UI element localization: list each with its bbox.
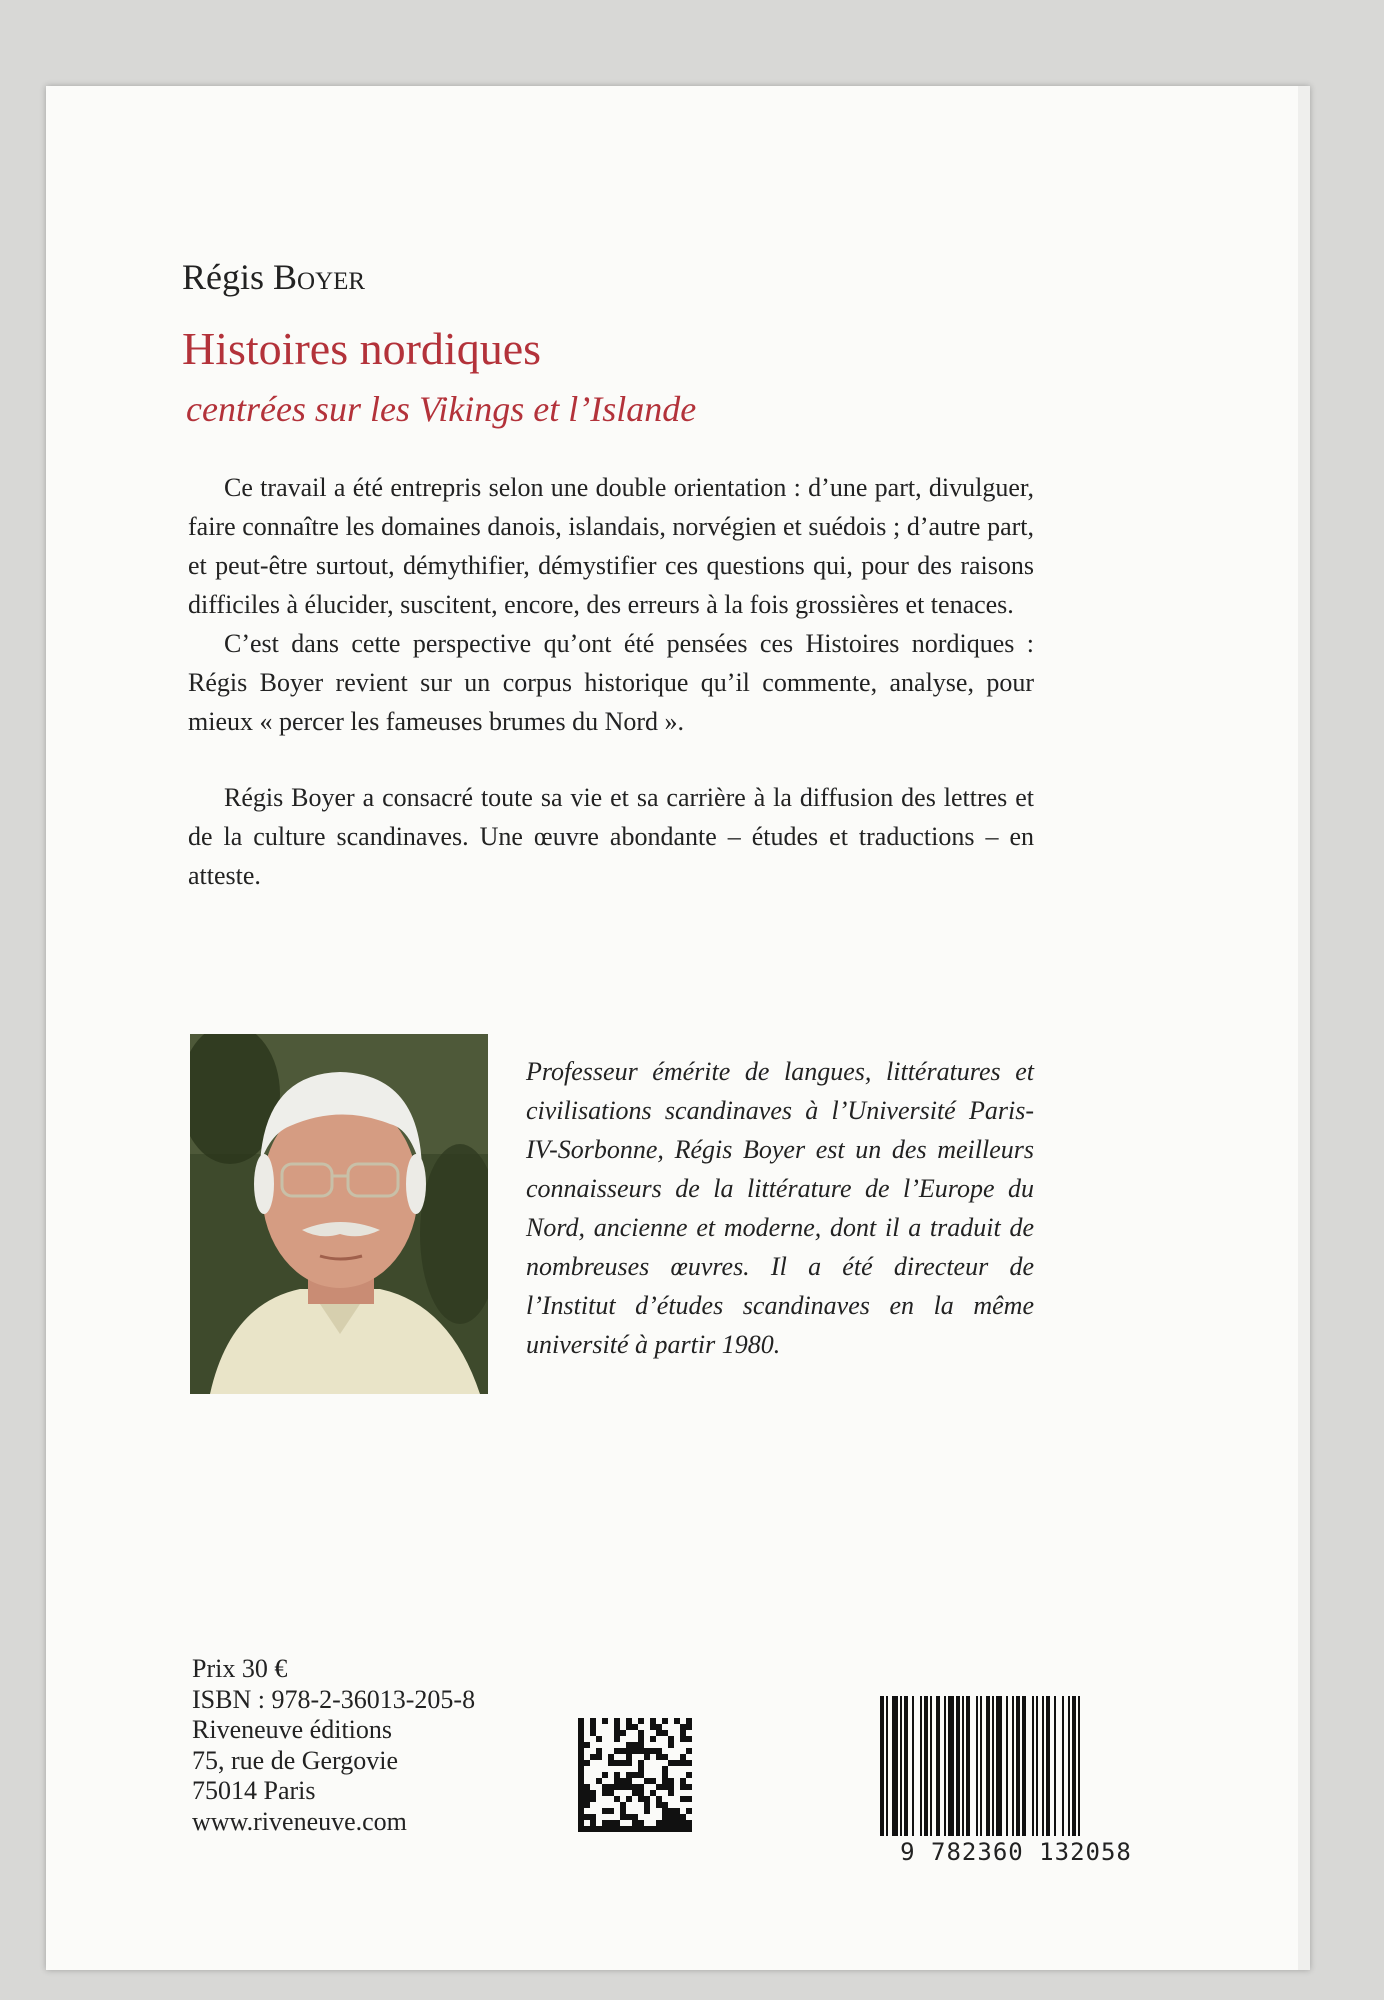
barcode-number: 9 782360 132058 — [900, 1838, 1132, 1866]
author-portrait-image — [190, 1034, 488, 1394]
book-subtitle: centrées sur les Vikings et l’Islande — [186, 389, 697, 429]
author-last-name: Boyer — [273, 257, 366, 297]
blurb-paragraph: Régis Boyer a consacré toute sa vie et sa carrière à la diffusion des lettres et de la culture scandinaves. Une œuvre abondante – études et traductions – en atteste. — [188, 783, 1034, 890]
ean-barcode — [876, 1696, 1156, 1836]
isbn: ISBN : 978-2-36013-205-8 — [192, 1684, 476, 1714]
author-first-name: Régis — [182, 257, 265, 297]
book-title: Histoires nordiques — [182, 323, 542, 374]
publisher-info — [192, 1654, 475, 1837]
datamatrix-code — [578, 1718, 692, 1832]
author-bio: Professeur émérite de langues, littératures et civilisations scandinaves à l’Université Paris-IV-Sorbonne, Régis Boyer est un des meilleurs connaisseurs de la littérature de l’Europe du Nord, ancienne et moderne, dont il a traduit de nombreuses œuvres. Il a été directeur de l’Institut d’études scandinaves en la même université à partir 1980. — [526, 1057, 1034, 1359]
blurb-paragraph: Ce travail a été entrepris selon une double orientation : d’une part, divulguer, faire connaître les domaines danois, islandais, norvégien et suédois ; d’autre part, et peut-être surtout, démythifier, démystifier ces questions qui, pour des raisons difficiles à élucider, suscitent, encore, des erreurs à la fois grossières et tenaces. — [188, 473, 1034, 619]
publisher-website: www.riveneuve.com — [192, 1806, 407, 1836]
publisher-street: 75, rue de Gergovie — [192, 1745, 399, 1775]
publisher-city: 75014 Paris — [192, 1776, 316, 1805]
blurb — [188, 468, 1034, 895]
blurb-paragraph: C’est dans cette perspective qu’ont été pensées ces Histoires nordiques : Régis Boyer revient sur un corpus historique qu’il commente, analyse, pour mieux « percer les fameuses brumes du Nord ». — [188, 629, 1034, 736]
price: Prix 30 € — [192, 1654, 288, 1683]
author-photo — [190, 1034, 488, 1394]
author-name — [182, 256, 365, 298]
publisher-name: Riveneuve éditions — [192, 1715, 393, 1744]
